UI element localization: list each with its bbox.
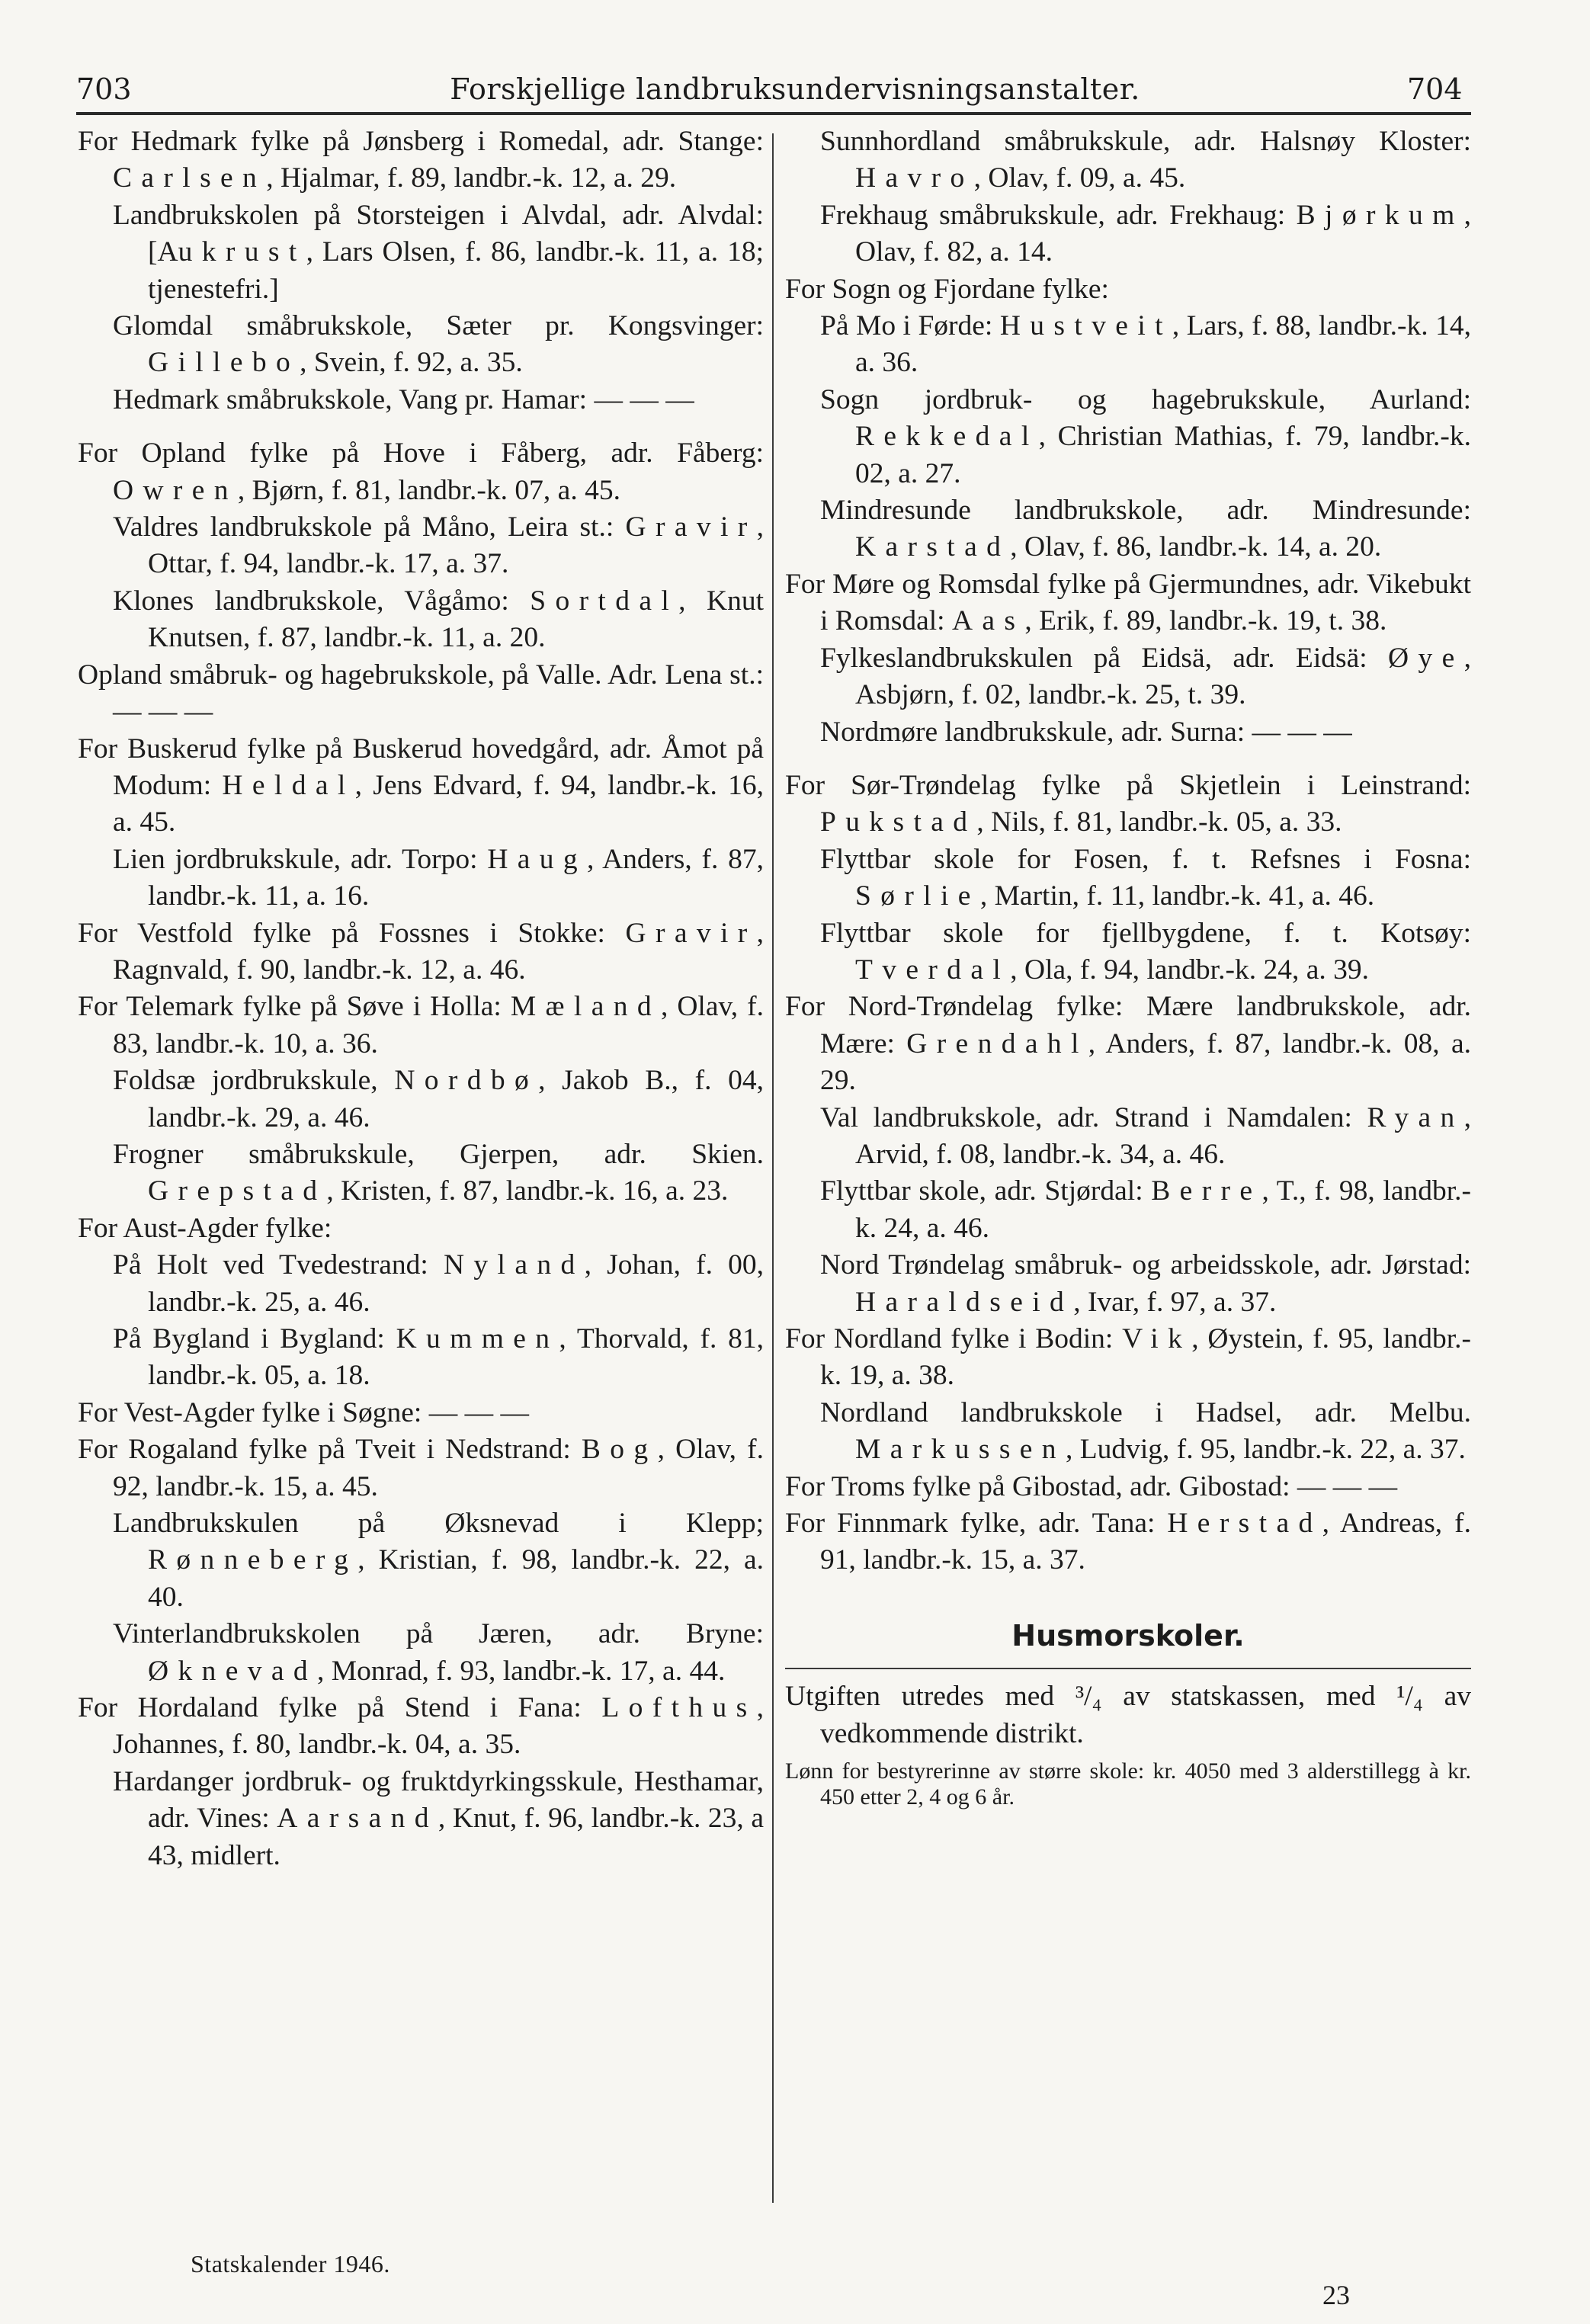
entry-text: , Anders, f. 87, landbr.-k. 11, a. 16. bbox=[148, 843, 764, 912]
entry-text: , Christian Mathias, f. 79, landbr.-k. 02, a. 27. bbox=[855, 421, 1471, 489]
entry-name: Kummen bbox=[396, 1323, 559, 1354]
section-heading: Husmorskoler. bbox=[1011, 1618, 1245, 1652]
entry-text: For Buskerud fylke på Buskerud hovedgård, adr. Åmot på Modum: bbox=[78, 732, 764, 801]
school-entry bbox=[820, 197, 1471, 271]
left-column bbox=[78, 123, 764, 1874]
entry-text: , Jens Edvard, f. 94, landbr.-k. 16, a. 45. bbox=[113, 769, 764, 838]
right-column bbox=[785, 123, 1471, 1810]
signature-mark: 23 bbox=[1322, 2280, 1350, 2310]
school-entry bbox=[820, 714, 1471, 751]
column-divider bbox=[772, 133, 774, 2203]
entry-text: , Asbjørn, f. 02, landbr.-k. 25, t. 39. bbox=[855, 642, 1471, 711]
entry-text: Nordland landbrukskole i Hadsel, adr. Melbu. bbox=[820, 1396, 1471, 1428]
entry-text: Vinterlandbrukskolen på Jæren, adr. Bryne: bbox=[113, 1618, 764, 1650]
entry-text: Foldsæ jordbrukskule, bbox=[113, 1065, 395, 1097]
entry-text: , Ivar, f. 97, a. 37. bbox=[1073, 1286, 1277, 1318]
entry-text: , Øystein, f. 95, landbr.-k. 19, a. 38. bbox=[820, 1323, 1471, 1392]
school-entry bbox=[820, 1173, 1471, 1247]
school-entry bbox=[78, 731, 764, 841]
entry-name: Pukstad bbox=[820, 806, 977, 838]
entry-text: Lien jordbrukskule, adr. Torpo: bbox=[113, 843, 488, 875]
entry-text: For Opland fylke på Hove i Fåberg, adr. Fåberg: bbox=[78, 438, 764, 470]
school-entry bbox=[78, 915, 764, 989]
school-entry bbox=[78, 1210, 764, 1247]
entry-name: Ryan bbox=[1367, 1101, 1464, 1133]
entry-text: Nord Trøndelag småbruk- og arbeidsskole, adr. Jørstad: bbox=[820, 1249, 1471, 1281]
school-entry bbox=[820, 1100, 1471, 1174]
page-number-left: 703 bbox=[76, 72, 132, 106]
school-entry bbox=[820, 382, 1471, 492]
page-number-right: 704 bbox=[1407, 72, 1463, 106]
school-entry bbox=[820, 841, 1471, 915]
school-entry bbox=[113, 382, 764, 418]
entry-name: Rønneberg bbox=[148, 1544, 358, 1576]
school-entry bbox=[78, 1395, 764, 1431]
entry-name: Gravir bbox=[625, 511, 757, 543]
entry-name: Sørlie bbox=[855, 880, 980, 912]
school-entry bbox=[113, 1136, 764, 1210]
entry-text: , Jakob B., f. 04, landbr.-k. 29, a. 46. bbox=[148, 1065, 764, 1133]
entry-text: For Nordland fylke i Bodin: bbox=[785, 1323, 1123, 1354]
school-entry bbox=[113, 1764, 764, 1874]
entry-name: Rekkedal bbox=[855, 421, 1039, 453]
entry-text: , Svein, f. 92, a. 35. bbox=[300, 347, 523, 379]
entry-text: Klones landbrukskole, Vågåmo: bbox=[113, 585, 531, 617]
entry-name: Berre bbox=[1151, 1175, 1262, 1207]
entry-name: Bog bbox=[581, 1434, 658, 1466]
entry-text: For Aust-Agder fylke: bbox=[78, 1212, 332, 1244]
school-entry bbox=[113, 1321, 764, 1395]
school-entry bbox=[113, 1247, 764, 1321]
entry-text: , Lars, f. 88, landbr.-k. 14, a. 36. bbox=[855, 310, 1471, 379]
entry-text: Sogn jordbruk- og hagebrukskule, Aurland: bbox=[820, 383, 1471, 415]
school-entry bbox=[78, 657, 764, 731]
school-entry bbox=[113, 197, 764, 308]
entry-text: , Ragnvald, f. 90, landbr.-k. 12, a. 46. bbox=[113, 917, 764, 986]
entry-name: Mæland bbox=[510, 991, 661, 1023]
entry-text: , Andreas, f. 91, landbr.-k. 15, a. 37. bbox=[820, 1508, 1471, 1576]
entry-text: For Sør-Trøndelag fylke på Skjetlein i Leinstrand: bbox=[785, 769, 1471, 801]
entry-name: Vik bbox=[1122, 1323, 1192, 1354]
entry-text: For Hordaland fylke på Stend i Fana: bbox=[78, 1692, 602, 1724]
entry-text: , Olav, f. 82, a. 14. bbox=[855, 199, 1471, 268]
school-entry bbox=[113, 1505, 764, 1616]
entry-name: Hustveit bbox=[999, 310, 1172, 342]
entry-text: , Olav, f. 83, landbr.-k. 10, a. 36. bbox=[113, 991, 765, 1059]
entry-text: , Kristian, f. 98, landbr.-k. 22, a. 40. bbox=[148, 1544, 764, 1613]
school-entry bbox=[78, 989, 764, 1063]
entry-text: Val landbrukskole, adr. Strand i Namdalen: bbox=[820, 1101, 1367, 1133]
running-header bbox=[0, 0, 1590, 114]
entry-text: , Johan, f. 00, landbr.-k. 25, a. 46. bbox=[148, 1249, 764, 1318]
entry-text: Flyttbar skole for fjellbygdene, f. t. Kotsøy: bbox=[820, 917, 1471, 949]
entry-text: For Finnmark fylke, adr. Tana: bbox=[785, 1508, 1168, 1540]
entry-text: På Holt ved Tvedestrand: bbox=[113, 1249, 444, 1281]
entry-name: Owren bbox=[113, 474, 238, 506]
entry-name: ukrust bbox=[178, 236, 306, 268]
entry-text: , T., f. 98, landbr.-k. 24, a. 46. bbox=[855, 1175, 1471, 1244]
entry-text: Nordmøre landbrukskule, adr. Surna: — — — bbox=[820, 716, 1352, 748]
entry-name: Gravir bbox=[625, 917, 757, 949]
entry-text: For Vestfold fylke på Fossnes i Stokke: bbox=[78, 917, 626, 949]
entry-name: Bjørkum bbox=[1296, 199, 1464, 231]
entry-name: Haraldseid bbox=[855, 1286, 1074, 1318]
entry-text: , Ludvig, f. 95, landbr.-k. 22, a. 37. bbox=[1065, 1434, 1466, 1466]
entry-name: Heldal bbox=[222, 769, 355, 801]
entry-text: På Bygland i Bygland: bbox=[113, 1323, 396, 1354]
entry-text: Flyttbar skole, adr. Stjørdal: bbox=[820, 1175, 1152, 1207]
entry-text: For Vest-Agder fylke i Søgne: — — — bbox=[78, 1396, 529, 1428]
school-entry bbox=[820, 1247, 1471, 1321]
header-rule bbox=[76, 112, 1471, 115]
entry-text: For Sogn og Fjordane fylke: bbox=[785, 273, 1109, 305]
entry-text: Glomdal småbrukskole, Sæter pr. Kongsvinger: bbox=[113, 310, 764, 342]
entry-text: , Erik, f. 89, landbr.-k. 19, t. 38. bbox=[1024, 605, 1387, 637]
entry-text: , Olav, f. 86, landbr.-k. 14, a. 20. bbox=[1010, 531, 1382, 563]
running-title: Forskjellige landbruksundervisningsanstalter. bbox=[450, 72, 1140, 106]
entry-text: , Arvid, f. 08, landbr.-k. 34, a. 46. bbox=[855, 1101, 1471, 1170]
entry-text: , Monrad, f. 93, landbr.-k. 17, a. 44. bbox=[317, 1655, 726, 1687]
entry-name: Grendahl bbox=[906, 1027, 1088, 1059]
entry-name: Karstad bbox=[855, 531, 1011, 563]
entry-text: Frogner småbrukskule, Gjerpen, adr. Skien. bbox=[113, 1138, 764, 1170]
school-entry bbox=[785, 271, 1471, 308]
school-entry bbox=[785, 768, 1471, 841]
entry-text: Sunnhordland småbrukskule, adr. Halsnøy Kloster: bbox=[820, 126, 1471, 157]
school-entry bbox=[113, 583, 764, 657]
section-rule bbox=[785, 1668, 1471, 1669]
section-text: Utgiften utredes med ³/₄ av statskassen, med ¹/₄ av vedkommende distrikt. bbox=[785, 1681, 1471, 1749]
footer-imprint: Statskalender 1946. bbox=[191, 2250, 390, 2278]
entry-name: Lofthus bbox=[601, 1692, 757, 1724]
entry-text: , Lars Olsen, f. 86, landbr.-k. 11, a. 18; tjenestefri.] bbox=[148, 236, 764, 305]
entry-text: , Olav, f. 09, a. 45. bbox=[973, 162, 1186, 194]
school-entry bbox=[785, 1469, 1471, 1505]
entry-text: Hedmark småbrukskole, Vang pr. Hamar: — — — bbox=[113, 383, 694, 415]
school-entry bbox=[113, 841, 764, 915]
entry-text: Valdres landbrukskole på Måno, Leira st.: bbox=[113, 511, 626, 543]
entry-name: Markussen bbox=[855, 1434, 1066, 1466]
school-entry bbox=[820, 492, 1471, 566]
entry-name: Gillebo bbox=[148, 347, 300, 379]
entry-text: Fylkeslandbrukskulen på Eidsä, adr. Eidsä: bbox=[820, 642, 1389, 674]
school-entry bbox=[820, 640, 1471, 714]
entry-text: , Knut Knutsen, f. 87, landbr.-k. 11, a. 20. bbox=[148, 585, 764, 654]
entry-name: Havro bbox=[855, 162, 974, 194]
entry-text: , Olav, f. 92, landbr.-k. 15, a. 45. bbox=[113, 1434, 764, 1502]
entry-name: Haug bbox=[487, 843, 588, 875]
entry-name: Grepstad bbox=[148, 1175, 327, 1207]
right-entries bbox=[785, 123, 1471, 1579]
school-entry bbox=[785, 1321, 1471, 1395]
school-entry bbox=[785, 566, 1471, 640]
entry-name: Nordbø bbox=[394, 1065, 539, 1097]
entry-name: Sortdal bbox=[530, 585, 679, 617]
entry-text: , Kristen, f. 87, landbr.-k. 16, a. 23. bbox=[326, 1175, 729, 1207]
school-entry bbox=[78, 435, 764, 509]
school-entry bbox=[78, 1431, 764, 1505]
entry-text: , Knut, f. 96, landbr.-k. 23, a 43, midlert. bbox=[148, 1803, 764, 1871]
entry-name: Øye bbox=[1388, 642, 1464, 674]
entry-name: Aarsand bbox=[277, 1803, 438, 1835]
school-entry bbox=[820, 308, 1471, 382]
entry-name: Carlsen bbox=[113, 162, 267, 194]
school-entry bbox=[113, 308, 764, 382]
entry-text: , Hjalmar, f. 89, landbr.-k. 12, a. 29. bbox=[266, 162, 677, 194]
entry-text: For Telemark fylke på Søve i Holla: bbox=[78, 991, 511, 1023]
entry-text: Mindresunde landbrukskole, adr. Mindresunde: bbox=[820, 495, 1471, 527]
entry-text: , Johannes, f. 80, landbr.-k. 04, a. 35. bbox=[113, 1692, 764, 1761]
school-entry bbox=[820, 1395, 1471, 1469]
school-entry bbox=[78, 123, 764, 197]
school-entry bbox=[820, 123, 1471, 197]
entry-name: Nyland bbox=[443, 1249, 585, 1281]
entry-text: På Mo i Førde: bbox=[820, 310, 1000, 342]
school-entry bbox=[78, 1690, 764, 1764]
entry-name: Øknevad bbox=[148, 1655, 317, 1687]
entry-text: , Bjørn, f. 81, landbr.-k. 07, a. 45. bbox=[237, 474, 620, 506]
entry-text: Landbrukskolen på Storsteigen i Alvdal, adr. Alvdal: [A bbox=[113, 199, 764, 268]
school-entry bbox=[113, 509, 764, 583]
entry-text: For Hedmark fylke på Jønsberg i Romedal, adr. Stange: bbox=[78, 126, 764, 157]
school-entry bbox=[820, 915, 1471, 989]
school-entry bbox=[785, 1505, 1471, 1579]
entry-text: For Troms fylke på Gibostad, adr. Gibostad: — — — bbox=[785, 1470, 1398, 1502]
entry-text: , Ola, f. 94, landbr.-k. 24, a. 39. bbox=[1010, 954, 1369, 986]
school-entry bbox=[785, 989, 1471, 1099]
school-entry bbox=[113, 1616, 764, 1690]
entry-text: , Martin, f. 11, landbr.-k. 41, a. 46. bbox=[979, 880, 1375, 912]
entry-name: Herstad bbox=[1167, 1508, 1322, 1540]
entry-text: Frekhaug småbrukskule, adr. Frekhaug: bbox=[820, 199, 1297, 231]
school-entry bbox=[113, 1063, 764, 1136]
entry-name: Tverdal bbox=[855, 954, 1011, 986]
entry-text: For Rogaland fylke på Tveit i Nedstrand: bbox=[78, 1434, 582, 1466]
entry-text: , Nils, f. 81, landbr.-k. 05, a. 33. bbox=[976, 806, 1342, 838]
entry-text: , Anders, f. 87, landbr.-k. 08, a. 29. bbox=[820, 1027, 1471, 1097]
section-note: Lønn for bestyrerinne av større skole: kr. 4050 med 3 alderstillegg à kr. 450 etter 2, 4 og 6 år. bbox=[785, 1758, 1471, 1810]
entry-text: Landbrukskulen på Øksnevad i Klepp; bbox=[113, 1508, 764, 1540]
entry-text: , Thorvald, f. 81, landbr.-k. 05, a. 18. bbox=[148, 1323, 764, 1392]
entry-name: Aas bbox=[951, 605, 1025, 637]
entry-text: Opland småbruk- og hagebrukskole, på Valle. Adr. Lena st.: — — — bbox=[78, 659, 764, 728]
entry-text: , Ottar, f. 94, landbr.-k. 17, a. 37. bbox=[148, 511, 764, 580]
entry-text: Hardanger jordbruk- og fruktdyrkingsskule, Hesthamar, adr. Vines: bbox=[113, 1765, 764, 1835]
entry-text: Flyttbar skole for Fosen, f. t. Refsnes i Fosna: bbox=[820, 843, 1471, 875]
entry-text: For Møre og Romsdal fylke på Gjermundnes, adr. Vikebukt i Romsdal: bbox=[785, 568, 1471, 637]
entry-text: For Nord-Trøndelag fylke: Mære landbrukskole, adr. Mære: bbox=[785, 991, 1471, 1059]
